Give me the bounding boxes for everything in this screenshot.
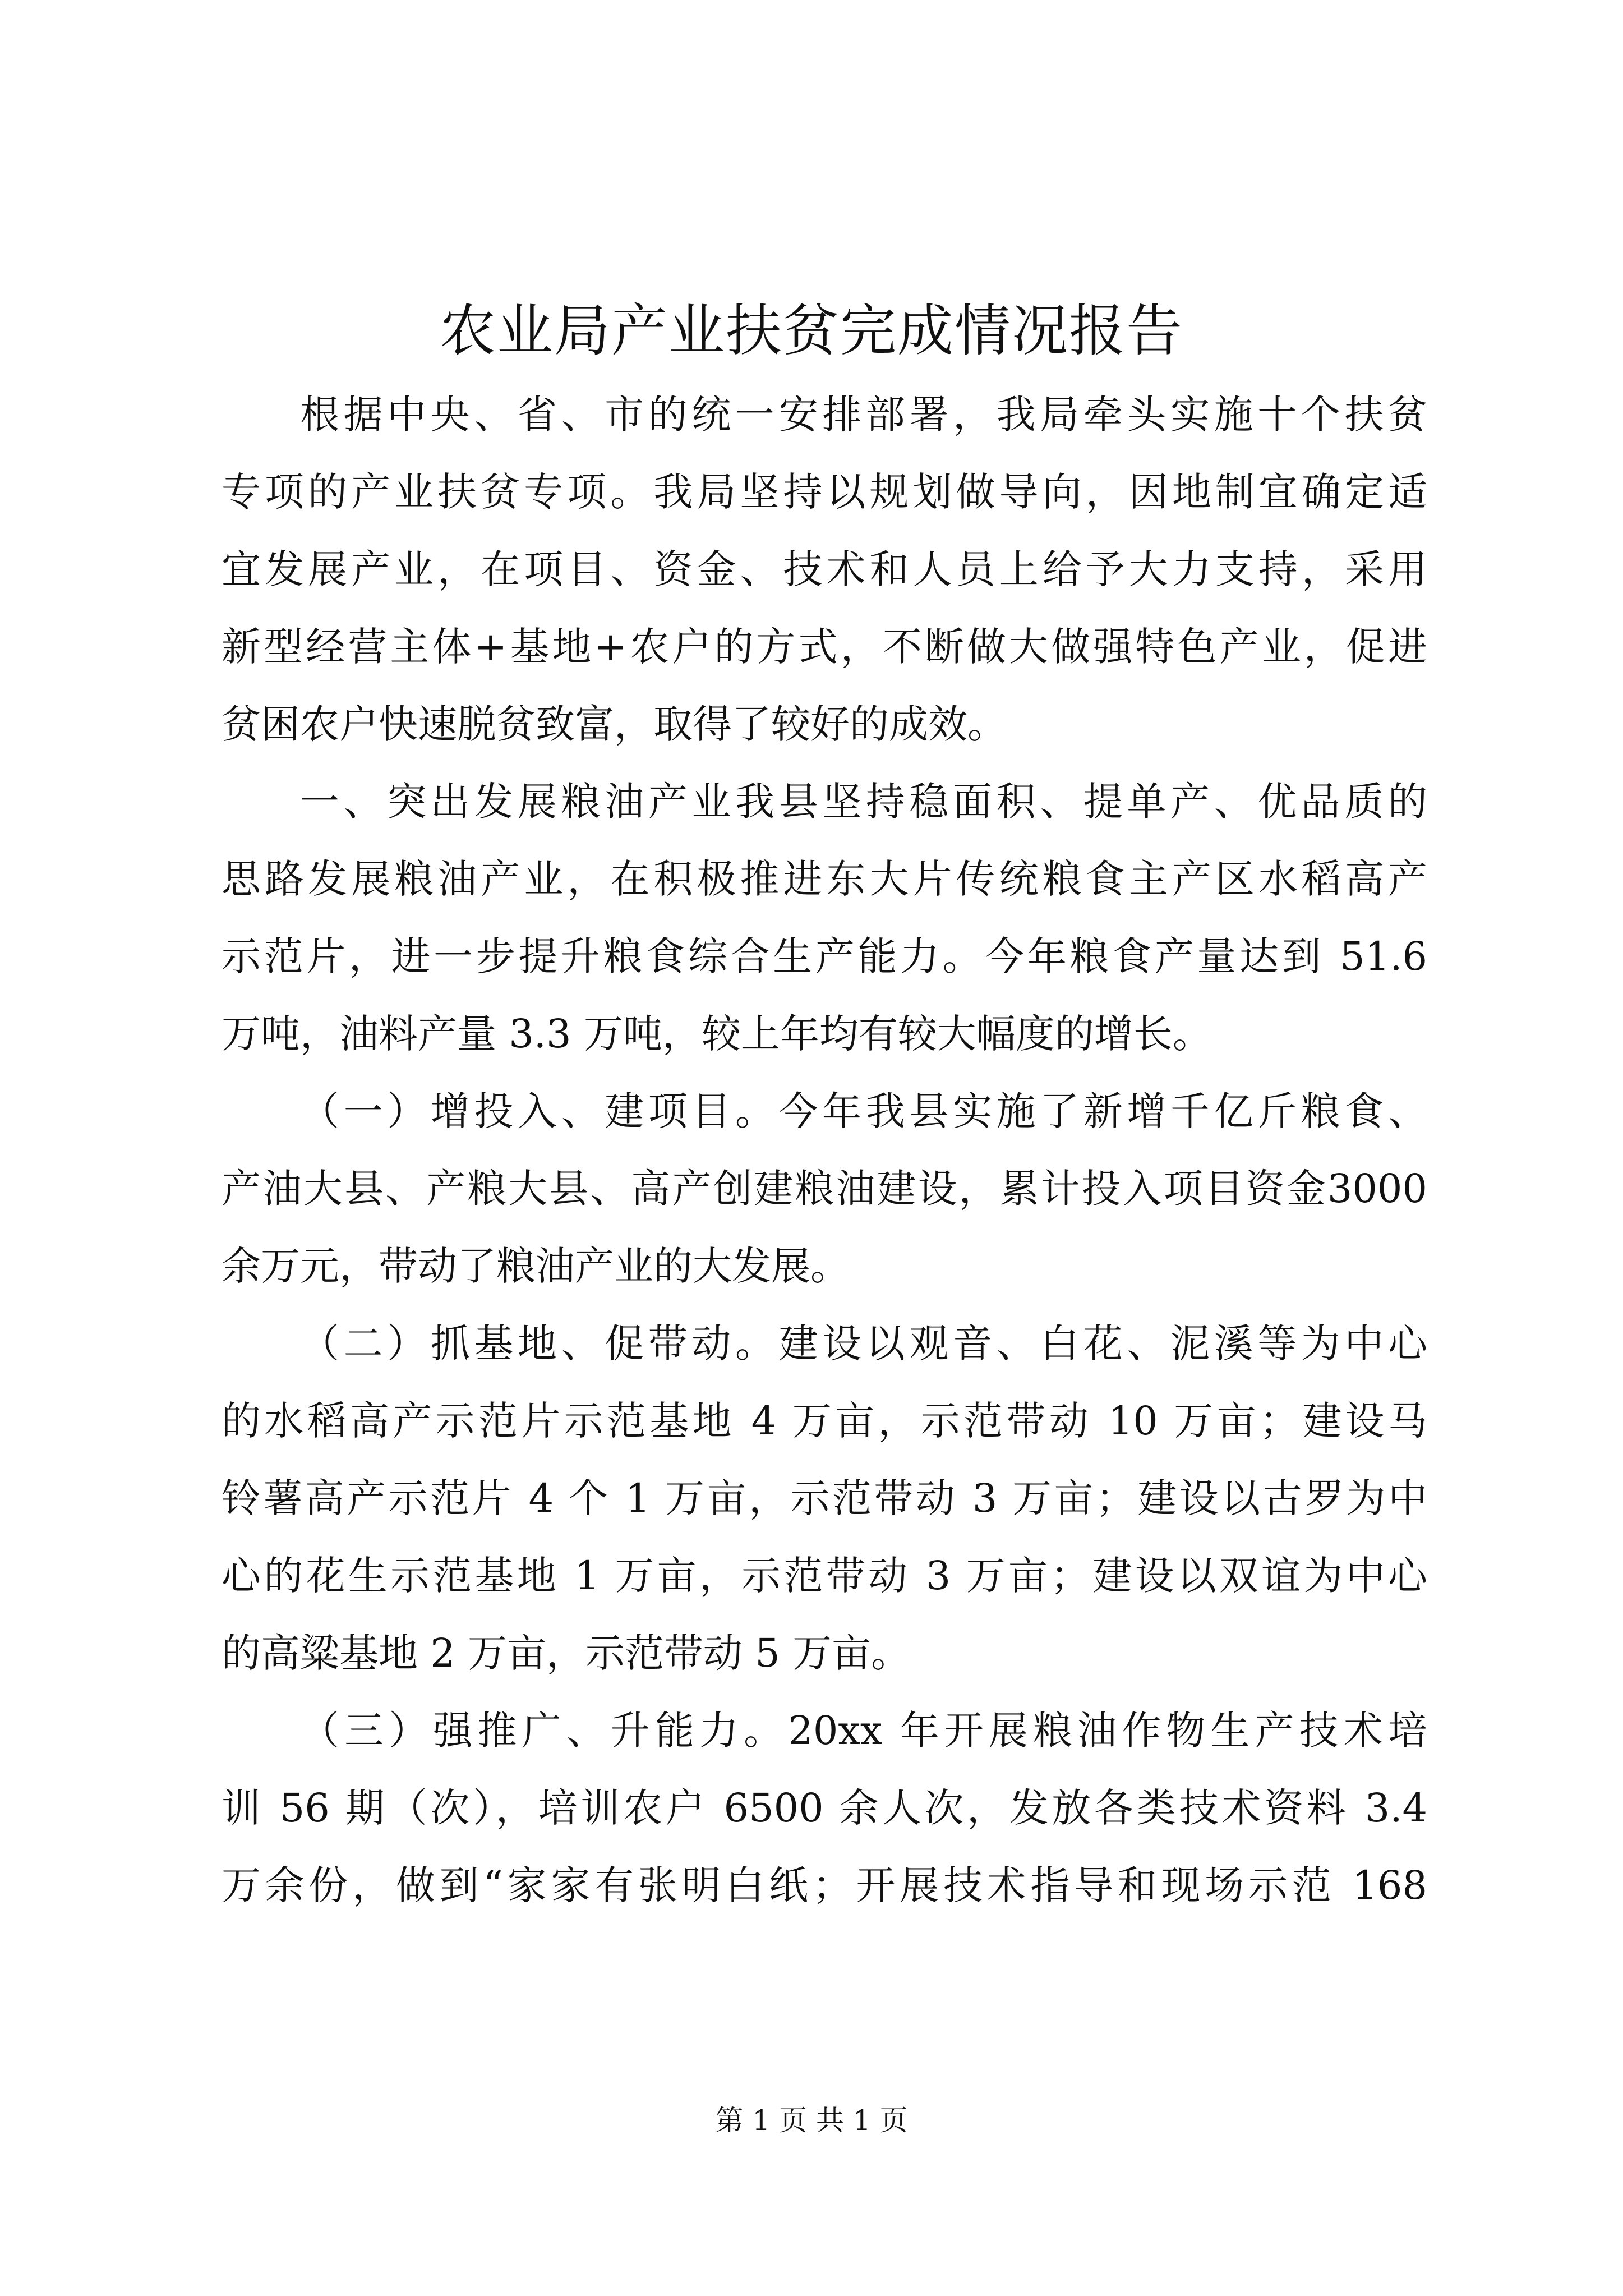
text-line: 思路发展粮油产业，在积极推进东大片传统粮食主产区水稻高产 [222,856,1427,902]
text-line: 一、突出发展粮油产业我县坚持稳面积、提单产、优品质的 [300,779,1427,825]
text-line: 根据中央、省、市的统一安排部署，我局牵头实施十个扶贫 [300,392,1427,438]
paragraph-subsection-1 [222,1073,1427,1305]
text-line: 铃薯高产示范片 4 个 1 万亩，示范带动 3 万亩；建设以古罗为中 [222,1475,1427,1521]
text-line: 产油大县、产粮大县、高产创建粮油建设，累计投入项目资金3000 [222,1166,1427,1212]
text-line: 万吨，油料产量 3.3 万吨，较上年均有较大幅度的增长。 [222,1011,1212,1057]
text-line: 示范片，进一步提升粮食综合生产能力。今年粮食产量达到 51.6 [222,933,1427,979]
text-line: 心的花生示范基地 1 万亩，示范带动 3 万亩；建设以双谊为中心 [222,1553,1427,1599]
text-line: （二）抓基地、促带动。建设以观音、白花、泥溪等为中心 [300,1320,1427,1366]
page-footer: 第 1 页 共 1 页 [715,2104,908,2137]
text-line: 的高粱基地 2 万亩，示范带动 5 万亩。 [222,1630,911,1676]
document-body [222,376,1427,1924]
text-line: 新型经营主体+基地+农户的方式，不断做大做强特色产业，促进 [222,624,1427,670]
paragraph-subsection-3 [222,1692,1427,1924]
text-line: 宜发展产业，在项目、资金、技术和人员上给予大力支持，采用 [222,546,1427,592]
paragraph-subsection-2 [222,1305,1427,1692]
text-line: 专项的产业扶贫专项。我局坚持以规划做导向，因地制宜确定适 [222,469,1427,515]
text-line: 万余份，做到“家家有张明白纸；开展技术指导和现场示范 168 [222,1862,1427,1908]
text-line: 余万元，带动了粮油产业的大发展。 [222,1243,850,1289]
text-line: 贫困农户快速脱贫致富，取得了较好的成效。 [222,701,1007,747]
text-line: （三）强推广、升能力。20xx 年开展粮油作物生产技术培 [300,1708,1427,1754]
text-line: 的水稻高产示范片示范基地 4 万亩，示范带动 10 万亩；建设马 [222,1398,1427,1444]
text-line: 训 56 期（次），培训农户 6500 余人次，发放各类技术资料 3.4 [222,1785,1427,1831]
text-line: （一）增投入、建项目。今年我县实施了新增千亿斤粮食、 [300,1088,1427,1134]
paragraph-intro [222,376,1427,763]
document-title: 农业局产业扶贫完成情况报告 [440,298,1183,364]
paragraph-section-1 [222,763,1427,1073]
